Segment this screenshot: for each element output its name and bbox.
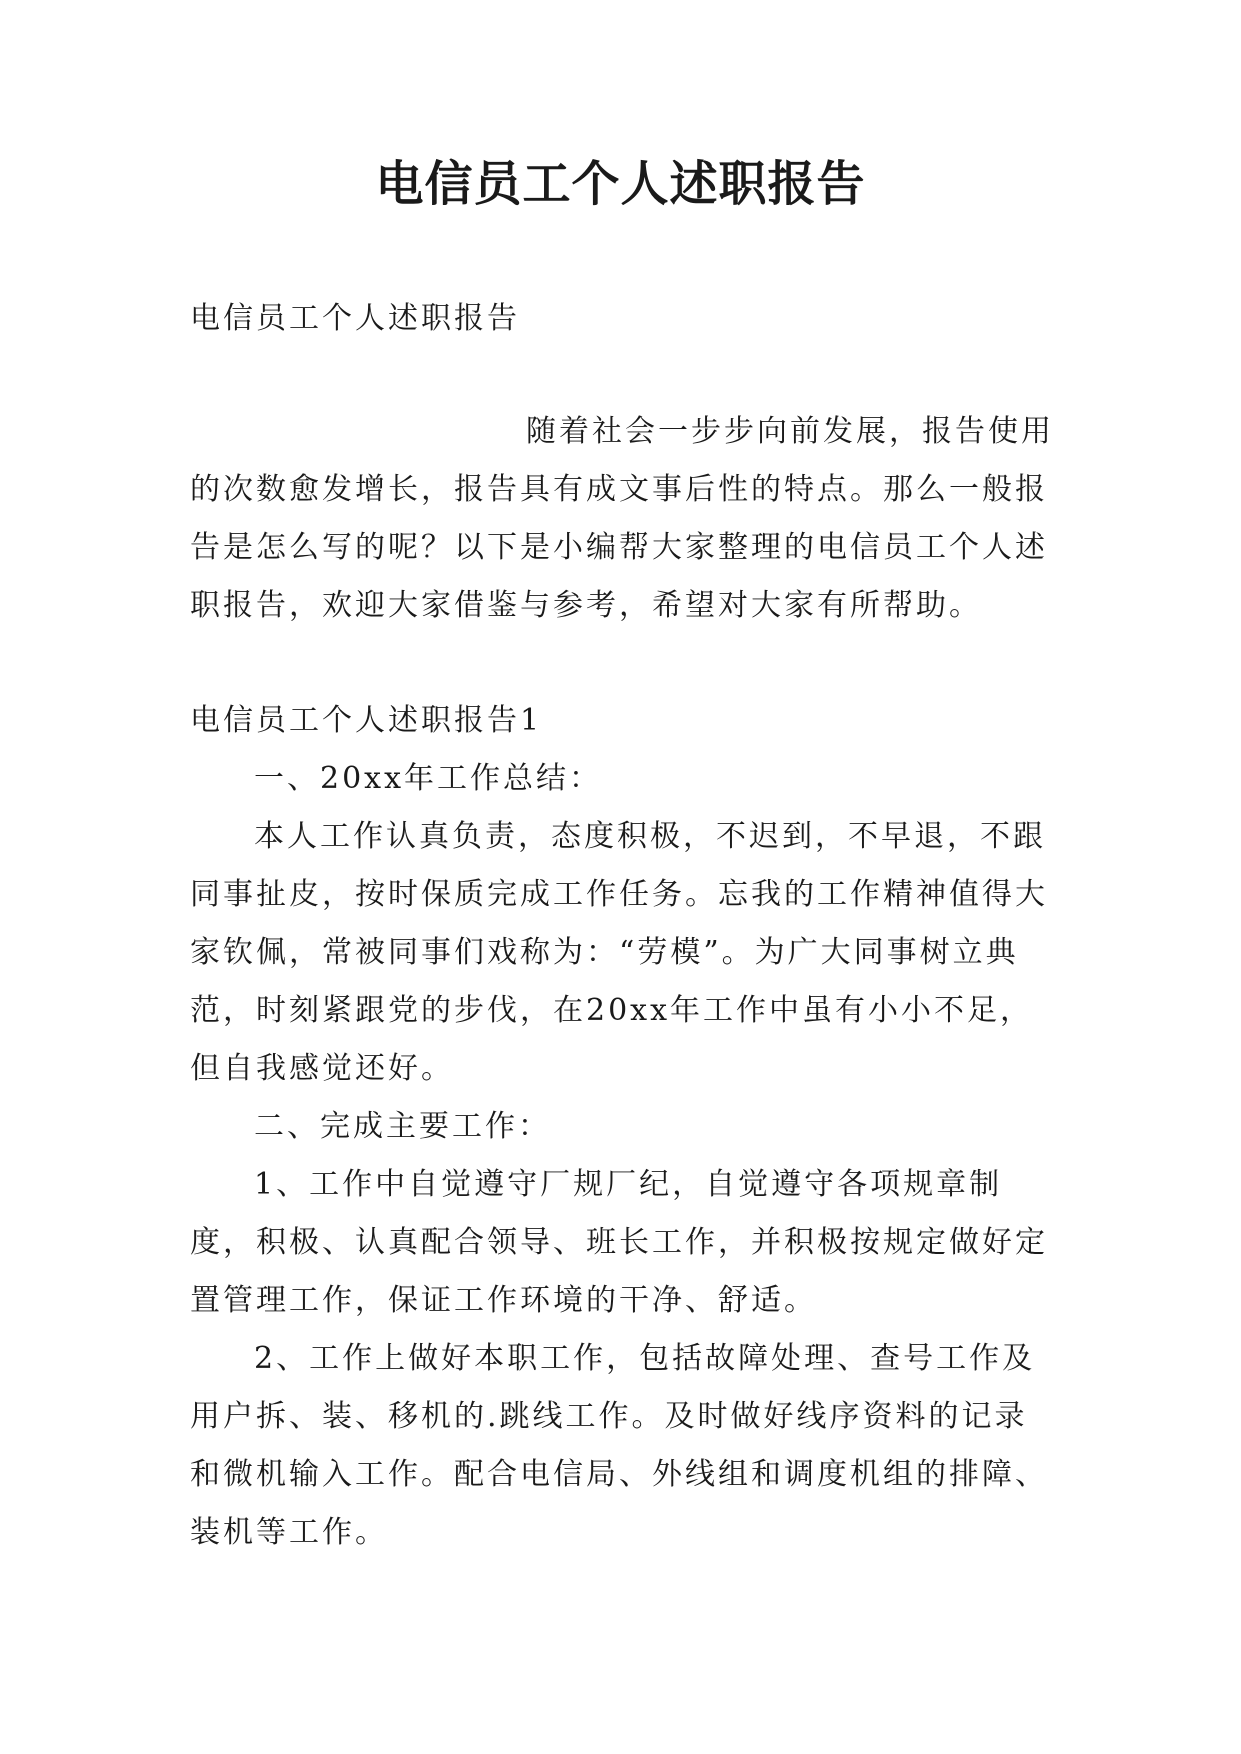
intro-paragraph: 随着社会一步步向前发展，报告使用的次数愈发增长，报告具有成文事后性的特点。那么一般报告是怎么写的呢？以下是小编帮大家整理的电信员工个人述职报告，欢迎大家借鉴与参考，希望对大家有所帮助。 <box>190 414 1054 623</box>
paragraph-work-item-2: 2、工作上做好本职工作，包括故障处理、查号工作及用户拆、装、移机的.跳线工作。及时做好线序资料的记录和微机输入工作。配合电信局、外线组和调度机组的排障、装机等工作。 <box>190 1341 1048 1550</box>
section-heading: 电信员工个人述职报告1 <box>190 703 543 738</box>
document-subtitle: 电信员工个人述职报告 <box>190 301 520 336</box>
paragraph-main-work-heading: 二、完成主要工作： <box>254 1109 551 1144</box>
document-title: 电信员工个人述职报告 <box>375 156 866 212</box>
paragraph-summary-heading: 一、20xx年工作总结： <box>254 761 603 796</box>
report-body <box>190 750 1060 1562</box>
paragraph-summary: 本人工作认真负责，态度积极，不迟到，不早退，不跟同事扯皮，按时保质完成工作任务。忘我的工作精神值得大家钦佩，常被同事们戏称为：“劳模”。为广大同事树立典范，时刻紧跟党的步伐，在20xx年工作中虽有小小不足，但自我感觉还好。 <box>190 819 1048 1086</box>
paragraph-work-item-1: 1、工作中自觉遵守厂规厂纪，自觉遵守各项规章制度，积极、认真配合领导、班长工作，并积极按规定做好定置管理工作，保证工作环境的干净、舒适。 <box>190 1167 1048 1318</box>
